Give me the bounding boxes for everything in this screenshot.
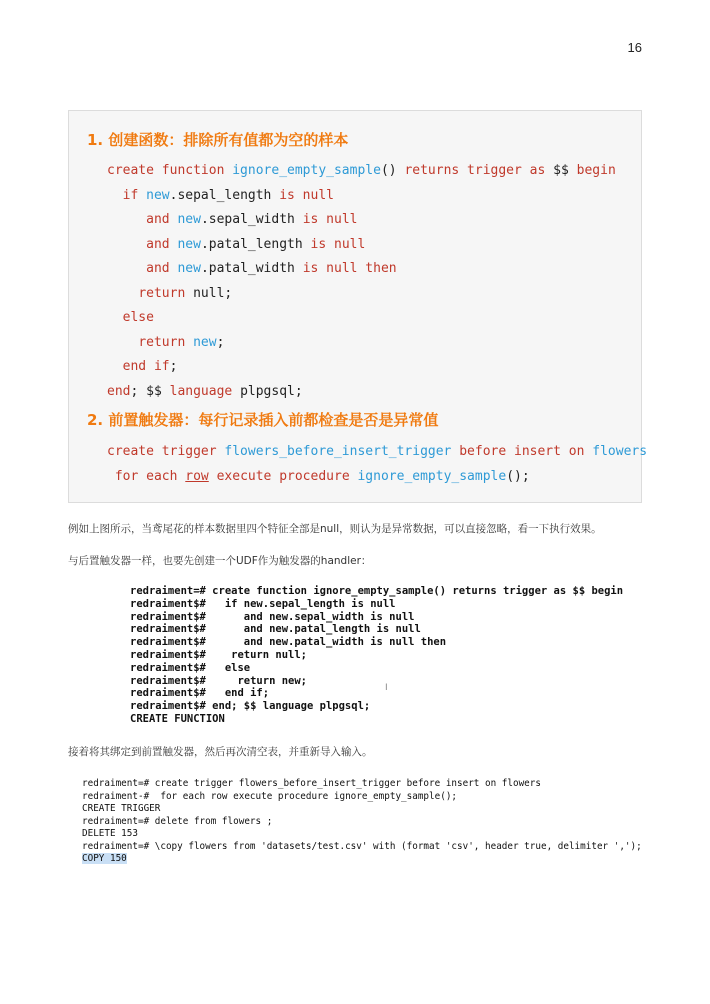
function-code-line — [107, 233, 616, 258]
code-token — [107, 310, 123, 325]
code-token: ignore_empty_sample — [357, 468, 507, 484]
code-token: plpgsql; — [232, 383, 303, 399]
code-box — [68, 110, 648, 503]
code-token: execute procedure — [208, 468, 358, 484]
trigger-code-line — [107, 465, 647, 490]
code-token: flowers_before_insert_trigger — [224, 444, 452, 459]
code-token: (); — [506, 468, 530, 484]
heading-before-trigger: 2. 前置触发器：每行记录插入前都检查是否是异常值 — [87, 411, 439, 429]
code-token — [107, 335, 138, 350]
function-code-line — [107, 282, 616, 307]
code-token: .patal_width — [200, 261, 303, 276]
code-token: null; — [193, 285, 233, 301]
terminal-create-trigger — [82, 778, 642, 866]
code-token: and — [146, 236, 178, 252]
trigger-code-block — [107, 440, 647, 489]
heading-create-function: 1. 创建函数：排除所有值都为空的样本 — [87, 131, 349, 149]
code-token: .sepal_length — [169, 187, 280, 203]
code-token: new — [146, 187, 170, 203]
code-token: returns trigger as — [404, 163, 546, 178]
code-token: and — [146, 212, 178, 227]
code-token: ; — [169, 359, 178, 374]
code-token: return — [138, 334, 194, 350]
code-token: is null — [279, 187, 334, 203]
code-token: end if — [122, 359, 170, 374]
code-token — [107, 359, 123, 374]
function-code-line — [107, 184, 616, 209]
code-token: create trigger — [107, 444, 225, 459]
code-token: ; $$ — [130, 383, 170, 399]
code-token — [107, 188, 123, 203]
code-token: new — [177, 261, 201, 276]
terminal-create-function: redraiment=# create function ignore_empty_sample() returns trigger as $$ begin redraiment$# if new.sepal_length is null redraiment$# and new.sepal_width is null redraiment$# and new.patal_length is null redraiment$# and new.patal_width is null then redraiment$# return null; redraiment$# else redraiment$# return new; redraiment$# end if; redraiment$# end; $$ language plpgsql; CREATE FUNCTION — [130, 585, 624, 725]
code-token: new — [177, 236, 201, 252]
code-token: create function — [107, 163, 233, 178]
code-token: .sepal_width — [200, 212, 303, 227]
code-token: before insert on — [451, 444, 593, 459]
code-token: ignore_empty_sample — [232, 163, 381, 178]
code-token — [107, 286, 138, 301]
function-code-line — [107, 306, 616, 331]
code-token: flowers — [592, 444, 648, 459]
code-token: for each — [114, 468, 186, 484]
text-cursor-icon: I — [385, 683, 388, 693]
function-code-line — [107, 380, 616, 405]
code-token — [107, 469, 115, 484]
terminal-commands: redraiment=# create trigger flowers_before_insert_trigger before insert on flowers redraiment-# for each row execute procedure ignore_empty_sample(); CREATE TRIGGER redraiment=# delete from flowers ; DELETE 153 redraiment=# \copy flowers from 'datasets/test.csv' with (format 'csv', header true, delimiter ','); — [82, 778, 642, 852]
code-token: and — [146, 261, 178, 276]
code-token: language — [169, 383, 233, 399]
code-token: () — [380, 163, 405, 178]
code-token — [107, 261, 146, 276]
code-token: $$ — [545, 163, 577, 178]
code-token: is null then — [302, 261, 397, 276]
code-token: is null — [302, 212, 358, 227]
function-code-line — [107, 208, 616, 233]
code-token: .patal_length — [200, 236, 311, 252]
paragraph-explanation: 例如上图所示，当鸢尾花的样本数据里四个特征全部是null，则认为是异常数据，可以直接忽略，看一下执行效果。 — [68, 523, 602, 535]
code-token — [107, 212, 146, 227]
code-token — [107, 237, 146, 252]
code-token: is null — [310, 236, 366, 252]
trigger-code-line — [107, 440, 647, 465]
code-token: else — [122, 310, 154, 325]
page-number: 16 — [627, 40, 642, 55]
code-token: new — [193, 334, 217, 350]
code-token: end — [107, 383, 131, 399]
function-code-line — [107, 257, 616, 282]
function-code-line — [107, 355, 616, 380]
code-token: ; — [216, 334, 225, 350]
function-code-block — [107, 159, 616, 404]
paragraph-udf-intro: 与后置触发器一样，也要先创建一个UDF作为触发器的handler： — [68, 555, 372, 567]
code-token: begin — [576, 163, 616, 178]
paragraph-bind-trigger: 接着将其绑定到前置触发器，然后再次清空表，并重新导入输入。 — [68, 746, 373, 758]
code-token: row — [185, 468, 209, 484]
code-token: return — [138, 285, 194, 301]
function-code-line — [107, 159, 616, 184]
code-token: new — [177, 212, 201, 227]
function-code-line — [107, 331, 616, 356]
code-token: if — [122, 187, 147, 203]
copy-result-highlight: COPY 150 — [82, 853, 127, 864]
